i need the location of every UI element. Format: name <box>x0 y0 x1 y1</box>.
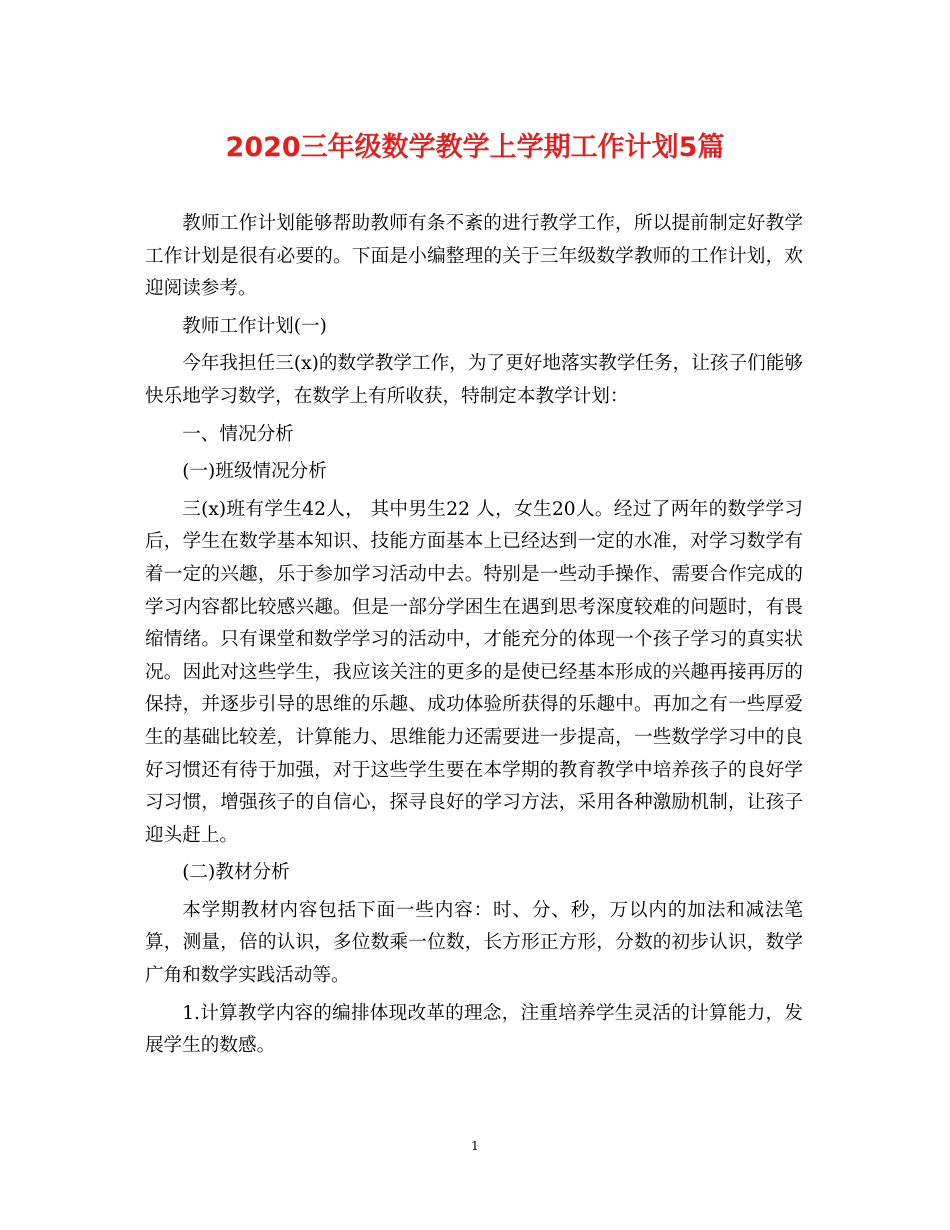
subsection-heading-class: (一)班级情况分析 <box>182 461 327 483</box>
paragraph-plan-intro: 今年我担任三(x)的数学教学工作，为了更好地落实教学任务，让孩子们能够快乐地学习数学，在数学上有所收获，特制定本教学计划： <box>145 353 803 407</box>
section-heading-situation: 一、情况分析 <box>182 423 294 445</box>
paragraph-plan-heading: 教师工作计划(一) <box>182 315 327 337</box>
paragraph-textbook-content: 本学期教材内容包括下面一些内容：时、分、秒，万以内的加法和减法笔算，测量，倍的认识，多位数乘一位数，长方形正方形，分数的初步认识，数学广角和数学实践活动等。 <box>145 899 803 987</box>
subsection-heading-textbook: (二)教材分析 <box>182 862 290 884</box>
page-number: 1 <box>471 1139 479 1153</box>
paragraph-class-analysis: 三(x)班有学生42人， 其中男生22 人，女生20人。经过了两年的数学学习后，学生在数学基本知识、技能方面基本上已经达到一定的水准，对学习数学有着一定的兴趣，乐于参加学习活动中去。特别是一些动手操作、需要合作完成的学习内容都比较感兴趣。但是一部分学困生在遇到思考深度较难的问题时，有畏缩情绪。只有课堂和数学学习的活动中，才能充分的体现一个孩子学习的真实状况。因此对这些学生，我应该关注的更多的是使已经基本形成的兴趣再接再厉的保持，并逐步引导的思维的乐趣、成功体验所获得的乐趣中。再加之有一些厚爱生的基础比较差，计算能力、思维能力还需要进一步提高，一些数学学习中的良好习惯还有待于加强，对于这些学生要在本学期的教育教学中培养孩子的良好学习习惯，增强孩子的自信心，探寻良好的学习方法，采用各种激励机制，让孩子迎头赶上。 <box>145 498 803 846</box>
document-title: 2020三年级数学教学上学期工作计划5篇 <box>225 132 725 163</box>
paragraph-calculation-teaching: 1.计算教学内容的编排体现改革的理念，注重培养学生灵活的计算能力，发展学生的数感。 <box>145 1002 803 1057</box>
paragraph-intro: 教师工作计划能够帮助教师有条不紊的进行教学工作，所以提前制定好教学工作计划是很有必要的。下面是小编整理的关于三年级数学教师的工作计划，欢迎阅读参考。 <box>145 213 803 300</box>
document-body <box>145 208 803 1068</box>
